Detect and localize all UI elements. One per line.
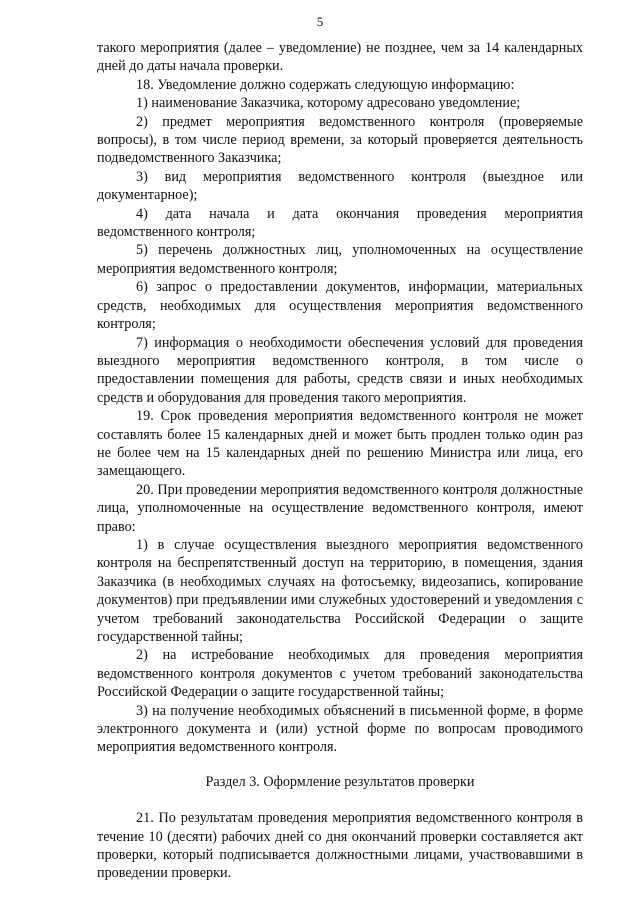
list-item-18-4: 4) дата начала и дата окончания проведения мероприятия ведомственного контроля; [97, 205, 583, 241]
list-item-18-3: 3) вид мероприятия ведомственного контроля (выездное или документарное); [97, 168, 583, 204]
list-item-18-5: 5) перечень должностных лиц, уполномоченных на осуществление мероприятия ведомственного контроля; [97, 242, 583, 277]
list-item-18-1: 1) наименование Заказчика, которому адресовано уведомление; [136, 95, 521, 112]
list-item-18-2: 2) предмет мероприятия ведомственного контроля (проверяемые вопросы), в том числе период времени, за который проверяется деятельность подведомственного Заказчика; [97, 113, 583, 167]
section-heading: Раздел 3. Оформление результатов проверки [205, 773, 475, 790]
paragraph-18: 18. Уведомление должно содержать следующую информацию: [136, 76, 515, 93]
list-item-20-2: 2) на истребование необходимых для проведения мероприятия ведомственного контроля документов с учетом требований законодательства Российской Федерации о защите государственной тайны; [97, 647, 583, 701]
paragraph-continuation: такого мероприятия (далее – уведомление) не позднее, чем за 14 календарных дней до даты начала проверки. [97, 40, 583, 75]
page-number: 5 [316, 14, 324, 29]
document-body [97, 39, 583, 883]
paragraph-21: 21. По результатам проведения мероприятия ведомственного контроля в течение 10 (десяти) рабочих дней со дня окончаний проверки составляется акт проверки, который подписывается должностными лицами, участвовавшими в проведении проверки. [97, 810, 583, 882]
list-item-18-7: 7) информация о необходимости обеспечения условий для проведения выездного мероприятия ведомственного контроля, в том числе о предоставлении помещения для работы, средств связи и иных необходимых средств и оборудования для проведения такого мероприятия. [97, 334, 583, 406]
list-item-18-6: 6) запрос о предоставлении документов, информации, материальных средств, необходимых для осуществления мероприятия ведомственного контроля; [97, 279, 583, 333]
paragraph-20: 20. При проведении мероприятия ведомственного контроля должностные лица, уполномоченные на осуществление ведомственного контроля, имеют право: [97, 481, 583, 535]
list-item-20-1: 1) в случае осуществления выездного мероприятия ведомственного контроля на беспрепятственный доступ на территорию, в помещения, здания Заказчика (в необходимых случаях на фотосъемку, видеозапись, копирование документов) при предъявлении ими служебных удостоверений и уведомления с учетом требований законодательства Российской Федерации о защите государственной тайны; [97, 536, 583, 645]
list-item-20-3: 3) на получение необходимых объяснений в письменной форме, в форме электронного документа и (или) устной форме по вопросам проводимого мероприятия ведомственного контроля. [97, 702, 583, 756]
paragraph-19: 19. Срок проведения мероприятия ведомственного контроля не может составлять более 15 календарных дней и может быть продлен только один раз не более чем на 15 календарных дней по решению Министра или лица, его замещающего. [97, 408, 583, 480]
